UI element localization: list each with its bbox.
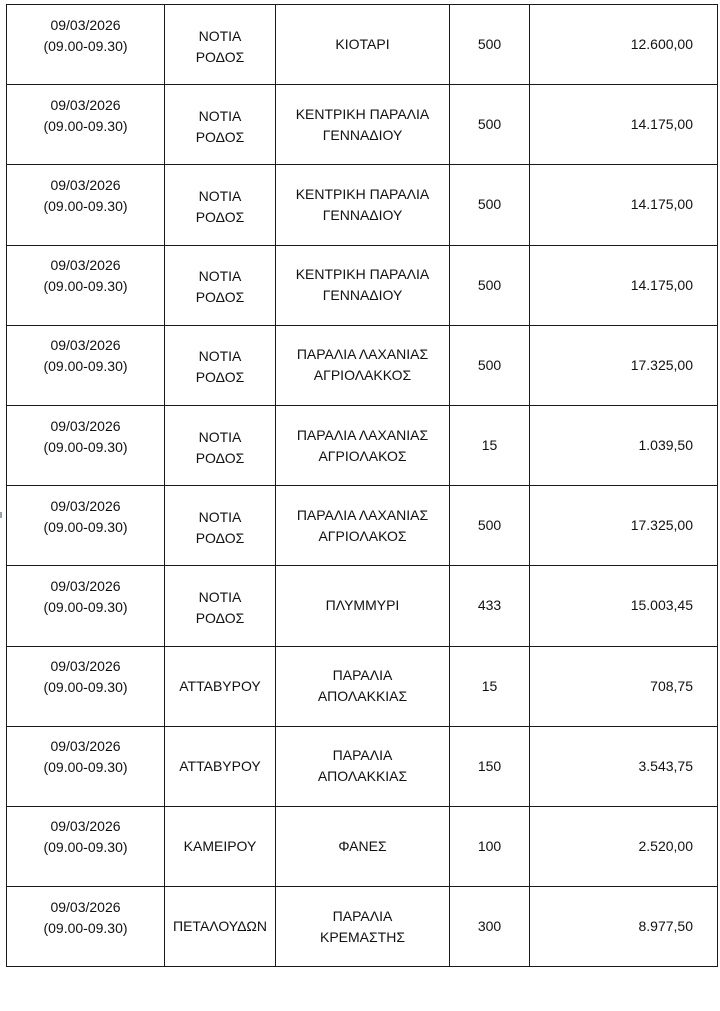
amount-cell: 1.039,50	[530, 405, 718, 485]
date-text: 09/03/2026	[50, 417, 121, 434]
time-text: (09.00-09.30)	[43, 598, 128, 615]
date-text: 09/03/2026	[50, 337, 121, 354]
area-text: ΝΟΤΙΑ	[198, 187, 242, 204]
location-text: ΓΕΝΝΑΔΙΟΥ	[322, 206, 403, 223]
location-cell	[276, 806, 450, 886]
location-text: ΦΑΝΕΣ	[338, 837, 387, 854]
table-row	[7, 486, 718, 566]
area-text: ΡΟΔΟΣ	[195, 208, 245, 225]
location-text: ΑΓΡΙΟΛΑΚΟΣ	[318, 527, 407, 544]
area-cell	[165, 325, 276, 405]
date-text: 09/03/2026	[50, 257, 121, 274]
location-text: ΠΑΡΑΛΙΑ ΛΑΧΑΝΙΑΣ	[296, 346, 429, 363]
location-text: ΑΓΡΙΟΛΑΚΚΟΣ	[313, 367, 412, 384]
quantity-cell: 433	[450, 566, 530, 646]
date-cell	[7, 486, 165, 566]
area-text: ΡΟΔΟΣ	[195, 369, 245, 386]
area-text: ΡΟΔΟΣ	[195, 289, 245, 306]
table-row	[7, 325, 718, 405]
area-text: ΡΟΔΟΣ	[195, 449, 245, 466]
amount-cell: 14.175,00	[530, 85, 718, 165]
location-text: ΠΑΡΑΛΙΑ ΛΑΧΑΝΙΑΣ	[296, 426, 429, 443]
area-text: ΝΟΤΙΑ	[198, 588, 242, 605]
area-cell	[165, 486, 276, 566]
quantity-cell: 15	[450, 646, 530, 726]
area-text: ΝΟΤΙΑ	[198, 27, 242, 44]
amount-cell: 12.600,00	[530, 5, 718, 85]
time-text: (09.00-09.30)	[43, 518, 128, 535]
beach-schedule-table	[6, 4, 718, 967]
location-cell	[276, 5, 450, 85]
quantity-cell: 500	[450, 486, 530, 566]
area-cell	[165, 85, 276, 165]
location-text: ΠΑΡΑΛΙΑ	[332, 667, 393, 684]
area-text: ΚΑΜΕΙΡΟΥ	[183, 837, 257, 854]
area-text: ΡΟΔΟΣ	[195, 48, 245, 65]
location-text: ΑΓΡΙΟΛΑΚΟΣ	[318, 447, 407, 464]
location-text: ΑΠΟΛΑΚΚΙΑΣ	[317, 688, 408, 705]
area-cell	[165, 405, 276, 485]
amount-cell: 708,75	[530, 646, 718, 726]
area-text: ΝΟΤΙΑ	[198, 107, 242, 124]
location-cell	[276, 646, 450, 726]
quantity-cell: 500	[450, 245, 530, 325]
date-cell	[7, 646, 165, 726]
location-text: ΠΛΥΜΜΥΡΙ	[325, 597, 400, 614]
location-text: ΓΕΝΝΑΔΙΟΥ	[322, 126, 403, 143]
quantity-cell: 150	[450, 726, 530, 806]
location-cell	[276, 245, 450, 325]
area-cell	[165, 806, 276, 886]
location-cell	[276, 85, 450, 165]
time-text: (09.00-09.30)	[43, 197, 128, 214]
location-cell	[276, 405, 450, 485]
table-row	[7, 646, 718, 726]
location-cell	[276, 726, 450, 806]
date-cell	[7, 806, 165, 886]
date-text: 09/03/2026	[50, 577, 121, 594]
amount-cell: 2.520,00	[530, 806, 718, 886]
location-text: ΑΠΟΛΑΚΚΙΑΣ	[317, 768, 408, 785]
time-text: (09.00-09.30)	[43, 278, 128, 295]
area-cell	[165, 646, 276, 726]
location-text: ΚΙΟΤΑΡΙ	[335, 36, 390, 53]
location-text: ΚΕΝΤΡΙΚΗ ΠΑΡΑΛΙΑ	[295, 105, 430, 122]
amount-cell: 15.003,45	[530, 566, 718, 646]
amount-cell: 3.543,75	[530, 726, 718, 806]
area-cell	[165, 887, 276, 967]
location-text: ΚΕΝΤΡΙΚΗ ΠΑΡΑΛΙΑ	[295, 266, 430, 283]
date-text: 09/03/2026	[50, 16, 121, 33]
table-row	[7, 887, 718, 967]
area-cell	[165, 726, 276, 806]
area-text: ΝΟΤΙΑ	[198, 348, 242, 365]
quantity-cell: 300	[450, 887, 530, 967]
location-text: ΓΕΝΝΑΔΙΟΥ	[322, 287, 403, 304]
date-text: 09/03/2026	[50, 738, 121, 755]
area-text: ΑΤΤΑΒΥΡΟΥ	[179, 757, 261, 774]
location-text: ΠΑΡΑΛΙΑ	[332, 747, 393, 764]
date-cell	[7, 245, 165, 325]
quantity-cell: 15	[450, 405, 530, 485]
area-text: ΡΟΔΟΣ	[195, 128, 245, 145]
time-text: (09.00-09.30)	[43, 679, 128, 696]
date-text: 09/03/2026	[50, 176, 121, 193]
amount-cell: 14.175,00	[530, 245, 718, 325]
quantity-cell: 500	[450, 85, 530, 165]
time-text: (09.00-09.30)	[43, 438, 128, 455]
table-row	[7, 806, 718, 886]
time-text: (09.00-09.30)	[43, 759, 128, 776]
area-text: ΝΟΤΙΑ	[198, 428, 242, 445]
date-text: 09/03/2026	[50, 497, 121, 514]
amount-cell: 8.977,50	[530, 887, 718, 967]
date-cell	[7, 726, 165, 806]
date-text: 09/03/2026	[50, 658, 121, 675]
area-text: ΝΟΤΙΑ	[198, 508, 242, 525]
location-cell	[276, 887, 450, 967]
time-text: (09.00-09.30)	[43, 358, 128, 375]
table-row	[7, 85, 718, 165]
table-body	[7, 5, 718, 967]
area-text: ΑΤΤΑΒΥΡΟΥ	[179, 677, 261, 694]
date-cell	[7, 405, 165, 485]
location-cell	[276, 165, 450, 245]
quantity-cell: 500	[450, 5, 530, 85]
date-cell	[7, 325, 165, 405]
location-text: ΚΕΝΤΡΙΚΗ ΠΑΡΑΛΙΑ	[295, 185, 430, 202]
date-cell	[7, 165, 165, 245]
amount-cell: 14.175,00	[530, 165, 718, 245]
table-row	[7, 5, 718, 85]
location-cell	[276, 325, 450, 405]
area-cell	[165, 165, 276, 245]
date-cell	[7, 5, 165, 85]
date-text: 09/03/2026	[50, 898, 121, 915]
area-text: ΡΟΔΟΣ	[195, 609, 245, 626]
time-text: (09.00-09.30)	[43, 37, 128, 54]
date-text: 09/03/2026	[50, 818, 121, 835]
area-text: ΝΟΤΙΑ	[198, 268, 242, 285]
date-cell	[7, 887, 165, 967]
area-text: ΠΕΤΑΛΟΥΔΩΝ	[172, 918, 268, 935]
table-row	[7, 726, 718, 806]
quantity-cell: 100	[450, 806, 530, 886]
location-cell	[276, 486, 450, 566]
area-cell	[165, 245, 276, 325]
date-cell	[7, 566, 165, 646]
table-row	[7, 165, 718, 245]
date-text: 09/03/2026	[50, 96, 121, 113]
area-cell	[165, 5, 276, 85]
date-cell	[7, 85, 165, 165]
amount-cell: 17.325,00	[530, 325, 718, 405]
amount-cell: 17.325,00	[530, 486, 718, 566]
quantity-cell: 500	[450, 325, 530, 405]
location-cell	[276, 566, 450, 646]
quantity-cell: 500	[450, 165, 530, 245]
time-text: (09.00-09.30)	[43, 919, 128, 936]
table-row	[7, 245, 718, 325]
location-text: ΚΡΕΜΑΣΤΗΣ	[320, 928, 405, 945]
time-text: (09.00-09.30)	[43, 839, 128, 856]
location-text: ΠΑΡΑΛΙΑ ΛΑΧΑΝΙΑΣ	[296, 506, 429, 523]
location-text: ΠΑΡΑΛΙΑ	[332, 907, 393, 924]
area-cell	[165, 566, 276, 646]
time-text: (09.00-09.30)	[43, 117, 128, 134]
table-row	[7, 405, 718, 485]
table-row	[7, 566, 718, 646]
page-edge-mark	[0, 512, 2, 518]
area-text: ΡΟΔΟΣ	[195, 529, 245, 546]
